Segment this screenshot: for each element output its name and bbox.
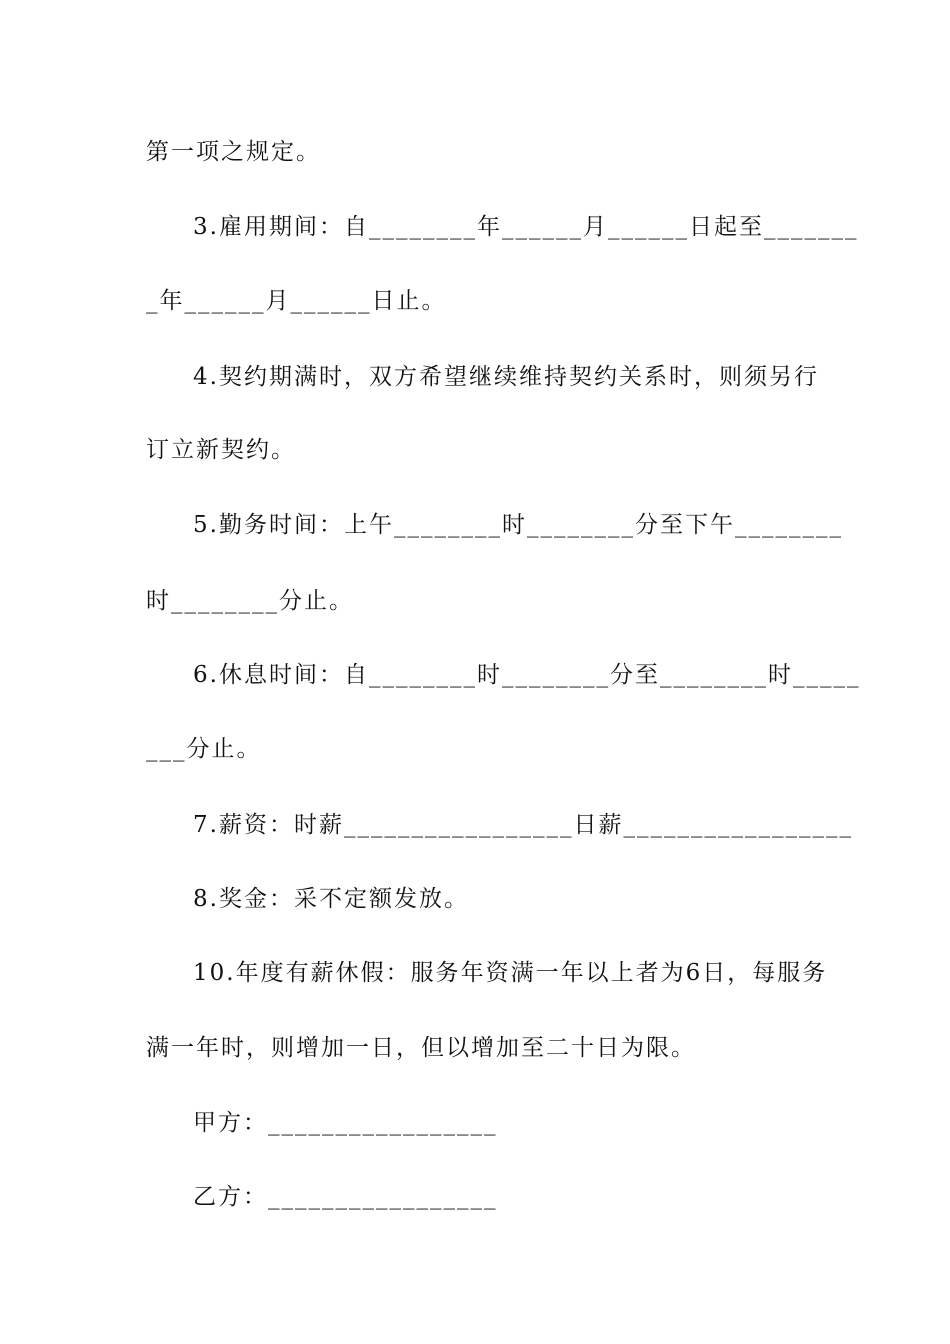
clause-employment-period-continuation: _年______月______日止。: [146, 288, 447, 314]
clause-contract-expiry-continuation: 订立新契约。: [146, 437, 296, 463]
clause-annual-leave: 10.年度有薪休假：服务年资满一年以上者为6日，每服务: [193, 960, 828, 986]
clause-working-hours-continuation: 时________分止。: [146, 588, 354, 614]
clause-salary: 7.薪资：时薪_________________日薪_________________: [193, 812, 853, 838]
clause-employment-period: 3.雇用期间：自________年______月______日起至_______: [193, 214, 859, 240]
clause-annual-leave-continuation: 满一年时，则增加一日，但以增加至二十日为限。: [146, 1035, 696, 1061]
signature-party-a: 甲方：_________________: [193, 1110, 498, 1136]
signature-party-b: 乙方：_________________: [193, 1184, 498, 1210]
clause-rest-time: 6.休息时间：自________时________分至________时_____: [193, 662, 861, 688]
clause-rest-time-continuation: ___分止。: [146, 736, 262, 762]
clause-contract-expiry: 4.契约期满时，双方希望继续维持契约关系时，则须另行: [193, 364, 819, 390]
text-line-item2-continuation: 第一项之规定。: [146, 139, 321, 165]
clause-working-hours: 5.勤务时间：上午________时________分至下午________: [193, 512, 843, 538]
clause-bonus: 8.奖金：采不定额发放。: [193, 886, 469, 912]
